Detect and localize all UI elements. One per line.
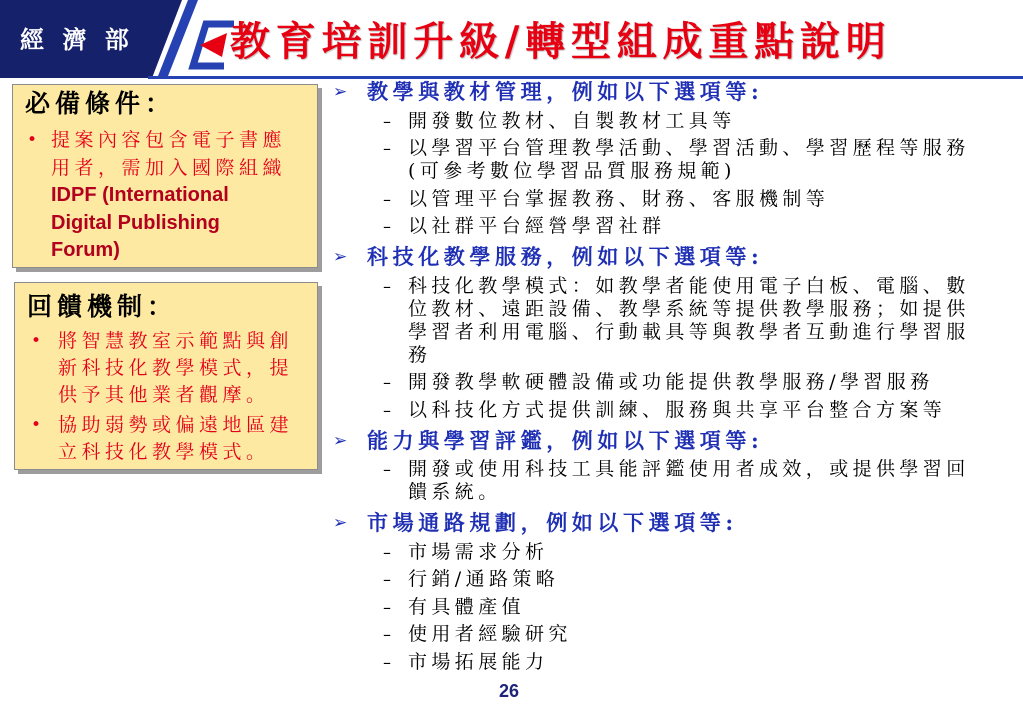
list-item	[330, 275, 1020, 367]
text-line: Digital Publishing	[51, 211, 220, 234]
text-line: (可參考數位學習品質服務規範)	[408, 160, 736, 182]
list-item	[330, 215, 1020, 238]
list-item-text	[408, 215, 1020, 238]
text-line: 使用者經驗研究	[408, 623, 572, 645]
list-item	[31, 412, 317, 466]
section-heading	[330, 244, 1020, 270]
dash-bullet: –	[383, 460, 391, 479]
list-item	[330, 623, 1020, 646]
dash-bullet: –	[383, 111, 391, 131]
list-item-text	[408, 458, 1020, 504]
text-line: 饋系統。	[408, 481, 502, 503]
list-item	[330, 568, 1020, 591]
content-list	[330, 79, 1020, 674]
arrow-bullet-icon: ➢	[333, 513, 348, 533]
dash-bullet: –	[383, 542, 391, 562]
section-heading-text: 科技化教學服務，例如以下選項等:	[367, 244, 764, 269]
text-line: 以管理平台掌握教務、財務、客服機制等	[408, 187, 830, 210]
bullet-dot-icon: •	[27, 130, 38, 150]
list-item-text	[408, 596, 1020, 619]
arrow-bullet-icon: ➢	[333, 430, 348, 451]
list-item-text	[408, 188, 1020, 211]
list-item	[27, 127, 317, 265]
text-line: 科技化教學模式：如教學者能使用電子白板、電腦、數	[408, 274, 970, 297]
dash-bullet: –	[383, 570, 391, 589]
list-item	[330, 110, 1020, 133]
section-heading-text: 市場通路規劃，例如以下選項等:	[367, 510, 738, 535]
text-line: 將智慧教室示範點與創	[58, 329, 294, 352]
list-item	[330, 651, 1020, 674]
text-line: Forum)	[51, 239, 120, 261]
dash-bullet: –	[383, 189, 391, 209]
section-market-channel	[330, 510, 1020, 674]
arrow-bullet-icon: ➢	[333, 82, 348, 102]
section-heading-text: 教學與教材管理，例如以下選項等:	[367, 79, 764, 104]
text-line: 供予其他業者觀摩。	[58, 383, 270, 406]
text-line: 立科技化教學模式。	[58, 440, 270, 463]
bullet-dot-icon: •	[31, 414, 42, 435]
text-line: 學習者利用電腦、行動載具等與教學者互動進行學習服	[408, 320, 970, 343]
section-heading	[330, 79, 1020, 105]
section-tech-teaching-services	[330, 244, 1020, 422]
list-item-text	[58, 328, 317, 409]
list-item	[330, 188, 1020, 211]
text-line: 以學習平台管理教學活動、學習活動、學習歷程等服務	[408, 137, 970, 159]
list-item-text	[51, 127, 317, 265]
text-line: 以社群平台經營學習社群	[408, 215, 666, 237]
list-item-text	[408, 137, 1020, 183]
text-line: 協助弱勢或偏遠地區建	[58, 413, 294, 436]
dash-bullet: –	[383, 217, 391, 236]
list-item-text	[408, 568, 1020, 591]
list-item	[330, 596, 1020, 619]
text-line: 提案內容包含電子書應	[51, 129, 287, 151]
text-line: 用者，需加入國際組織	[51, 156, 287, 179]
text-line: IDPF (International	[51, 184, 229, 206]
org-name: 經 濟 部	[20, 25, 134, 54]
section-heading	[330, 510, 1020, 536]
list-item	[330, 371, 1020, 394]
panel-title: 必備條件：	[25, 89, 176, 118]
section-heading	[330, 428, 1020, 454]
dash-bullet: –	[383, 276, 391, 296]
list-item	[330, 458, 1020, 504]
list-item-text	[408, 651, 1020, 674]
section-heading-text: 能力與學習評鑑，例如以下選項等:	[367, 427, 764, 453]
dash-bullet: –	[383, 139, 391, 158]
list-item	[330, 137, 1020, 183]
section-ability-assessment	[330, 428, 1020, 505]
dash-bullet: –	[383, 597, 391, 617]
list-item	[31, 328, 317, 409]
list-item	[330, 541, 1020, 564]
bullet-dot-icon: •	[31, 330, 42, 351]
text-line: 務	[408, 343, 432, 366]
text-line: 開發數位教材、自製教材工具等	[408, 109, 736, 132]
list-item-text	[58, 412, 317, 466]
panel-body	[27, 127, 317, 265]
list-item-text	[408, 623, 1020, 646]
panel-title: 回饋機制：	[27, 292, 178, 321]
text-line: 市場拓展能力	[408, 650, 549, 673]
list-item	[330, 399, 1020, 422]
requirements-panel	[12, 84, 318, 268]
text-line: 位教材、遠距設備、教學系統等提供教學服務；如提供	[408, 297, 970, 320]
feedback-panel	[14, 282, 318, 470]
dash-bullet: –	[383, 373, 391, 392]
list-item-text	[408, 399, 1020, 422]
text-line: 行銷/通路策略	[408, 568, 560, 590]
text-line: 開發或使用科技工具能評鑑使用者成效，或提供學習回	[408, 458, 970, 480]
dash-bullet: –	[383, 400, 391, 420]
dash-bullet: –	[383, 652, 391, 672]
page-number: 26	[499, 681, 520, 701]
text-line: 開發教學軟硬體設備或功能提供教學服務/學習服務	[408, 371, 934, 393]
text-line: 以科技化方式提供訓練、服務與共享平台整合方案等	[408, 398, 947, 421]
list-item-text	[408, 371, 1020, 394]
text-line: 有具體產值	[408, 595, 526, 618]
text-line: 市場需求分析	[408, 540, 549, 563]
list-item-text	[408, 275, 1020, 367]
arrow-bullet-icon: ➢	[333, 247, 348, 267]
dash-bullet: –	[383, 625, 391, 644]
text-line: 新科技化教學模式，提	[58, 356, 294, 379]
list-item-text	[408, 110, 1020, 133]
section-teaching-materials	[330, 79, 1020, 238]
panel-body	[31, 328, 317, 466]
list-item-text	[408, 541, 1020, 564]
page-title: 教育培訓升級/轉型組成重點說明	[230, 18, 892, 65]
